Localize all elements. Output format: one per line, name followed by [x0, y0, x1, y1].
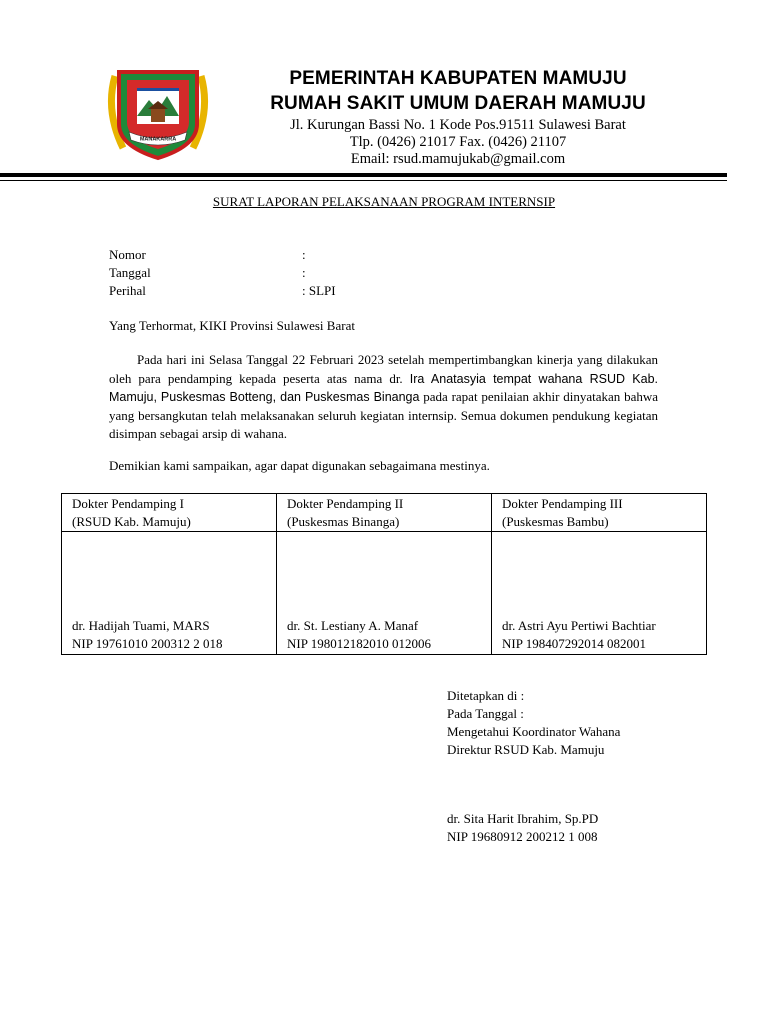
document-title: SURAT LAPORAN PELAKSANAAN PROGRAM INTERNSIP: [212, 194, 556, 209]
approval-name: dr. Sita Harit Ibrahim, Sp.PD: [447, 811, 599, 826]
signatory-3-header: [492, 494, 707, 532]
signatory-2-place: (Puskesmas Binanga): [287, 514, 400, 529]
signatory-1-nip: NIP 19761010 200312 2 018: [72, 636, 223, 651]
perihal-label: Perihal: [109, 283, 146, 298]
closing-sentence: Demikian kami sampaikan, agar dapat digunakan sebagaimana mestinya.: [109, 458, 490, 473]
signatory-2-name: dr. St. Lestiany A. Manaf: [287, 618, 419, 633]
signatory-3-place: (Puskesmas Bambu): [502, 514, 609, 529]
body-text-2: Ira Anatasyia tempat wahana RSUD Kab. Mamuju, Puskesmas Botteng, dan Puskesmas Binanga: [109, 371, 659, 404]
signatory-1-name: dr. Hadijah Tuami, MARS: [72, 618, 210, 633]
letterhead-government: PEMERINTAH KABUPATEN MAMUJU: [289, 68, 627, 89]
signatory-1-place: (RSUD Kab. Mamuju): [72, 514, 191, 529]
tanggal-label: Tanggal: [109, 265, 151, 280]
signatory-2-nip: NIP 198012182010 012006: [287, 636, 431, 651]
nomor-value: :: [302, 247, 306, 262]
signatory-2-header: [277, 494, 492, 532]
approval-nip: NIP 19680912 200212 1 008: [447, 829, 598, 844]
signatory-3-name: dr. Astri Ayu Pertiwi Bachtiar: [502, 618, 656, 633]
approval-date: Pada Tanggal :: [447, 706, 524, 721]
signature-header-row: [62, 494, 707, 532]
nomor-label: Nomor: [109, 247, 146, 262]
approval-place: Ditetapkan di :: [447, 688, 525, 703]
signatory-3-signature: [492, 532, 707, 655]
letterhead-rule-thick: [0, 173, 727, 177]
letterhead-address: Jl. Kurungan Bassi No. 1 Kode Pos.91511 Sulawesi Barat: [290, 117, 626, 133]
signatory-1-signature: [62, 532, 277, 655]
letterhead-rule-thin: [0, 180, 727, 181]
body-text-1: Pada hari ini Selasa Tanggal 22 Februari 2023 setelah mempertimbangkan kinerja yang dilakukan oleh para pendamping kepada peserta atas nama dr.: [109, 352, 658, 386]
signatory-2-role: Dokter Pendamping II: [287, 496, 404, 511]
signature-body-row: [62, 532, 707, 655]
signatory-2-signature: [277, 532, 492, 655]
signatory-1-role: Dokter Pendamping I: [72, 496, 184, 511]
letterhead-phone: Tlp. (0426) 21017 Fax. (0426) 21107: [349, 134, 567, 150]
body-paragraph: [109, 351, 658, 444]
approval-acknowledged: Mengetahui Koordinator Wahana: [447, 724, 621, 739]
signatory-1-header: [62, 494, 277, 532]
body-text-3: pada rapat penilaian akhir dinyatakan bahwa yang bersangkutan telah melaksanakan seluruh kegiatan internsip. Semua dokumen pendukung kegiatan disimpan sebagai arsip di wahana.: [109, 389, 658, 441]
letterhead-email: Email: rsud.mamujukab@gmail.com: [350, 151, 566, 167]
signatory-3-nip: NIP 198407292014 082001: [502, 636, 646, 651]
perihal-value: : SLPI: [302, 283, 336, 298]
signatory-3-role: Dokter Pendamping III: [502, 496, 623, 511]
approval-position: Direktur RSUD Kab. Mamuju: [447, 742, 605, 757]
letterhead-hospital: RUMAH SAKIT UMUM DAERAH MAMUJU: [270, 93, 646, 114]
signature-table: [61, 493, 707, 655]
emblem-ribbon-text: MANAKARRA: [139, 136, 177, 143]
tanggal-value: :: [302, 265, 306, 280]
kabupaten-mamuju-emblem: [105, 66, 211, 162]
salutation: Yang Terhormat, KIKI Provinsi Sulawesi Barat: [109, 318, 355, 333]
